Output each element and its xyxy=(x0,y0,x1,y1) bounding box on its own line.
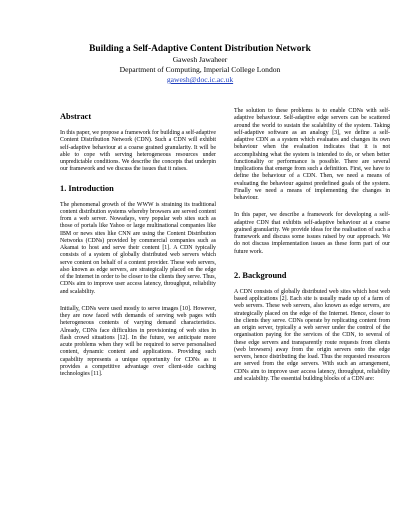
paper-title: Building a Self-Adaptive Content Distribution Network xyxy=(89,44,311,54)
background-heading: 2. Background xyxy=(234,270,287,280)
background-paragraph: A CDN consists of globally distributed web sites which host web based applications [2]. Each site is usually made up of a farm of web servers. These web servers, also known as edge servers, are strategically placed on the edge of the Internet. Hence, closer to the clients they serve. CDNs operate by replicating content from an origin server, typically a web server under the control of the organisation paying for the services of the CDN, to several of these edge servers and transparently route requests from clients (web browsers) away from the origin servers onto the edge servers, hence distributing the load. Thus the requested resources are served from the edge servers. With such an arrangement, CDNs aim to improve user access latency, throughput, reliability and scalability. The essential building blocks of a CDN are: xyxy=(234,288,390,382)
paper-header xyxy=(0,44,400,85)
right-column xyxy=(234,108,390,383)
intro-paragraph-3: The solution to these problems is to enable CDNs with self-adaptive behaviour. Self-adaptive edge servers can be scattered around the world to sustain the scalability of the system. Taking self-adaptive software as an analogy [3], we define a self-adaptive CDN as a system which evaluates and changes its own behaviour when the evaluation indicates that it is not accomplishing what the system is intended to do, or when better functionality or performance is possible. There are several implications that emerge from such a definition. First, we have to define the behaviour of a CDN. Then, we need a means of evaluating the behaviour against predefined goals of the system. Finally we need a means of implementing the changes in behaviour. xyxy=(234,108,390,201)
abstract-heading: Abstract xyxy=(60,112,92,121)
abstract-text: In this paper, we propose a framework for building a self-adaptive Content Distribution Network (CDN). Such a CDN will exhibit self-adaptive behaviour at a coarse grained granularity. It will be able to cope with serving heterogeneous resources under unpredictable conditions. We describe the concepts that underpin our framework and we discuss the issues that it raises. xyxy=(60,130,216,173)
intro-paragraph-4: In this paper, we describe a framework for developing a self-adaptive CDN that exhibits self-adaptive behaviour at a coarse grained granularity. We provide ideas for the realisation of such a framework and discuss some issues raised by our approach. We do not discuss implementation issues as these form part of our future work. xyxy=(234,212,390,255)
intro-paragraph-2: Initially, CDNs were used mostly to serve images [10]. However, they are now faced with demands of serving web pages with heterogeneous contents of varying demand characteristics. Already, CDNs face difficulties in provisioning of web sites in flash crowd situations [12]. In the future, we anticipate more acute problems when they will be required to serve personalised content, dynamic content and applications. Providing such capability represents a unique opportunity for CDNs as it provides a competitive advantage over client-side caching technologies [11]. xyxy=(60,305,216,377)
author-email-link[interactable]: gawesh@doc.ic.ac.uk xyxy=(166,75,234,84)
author-affiliation: Department of Computing, Imperial College London xyxy=(119,65,281,74)
introduction-heading: 1. Introduction xyxy=(60,183,114,193)
left-column xyxy=(60,112,216,378)
intro-paragraph-1: The phenomenal growth of the WWW is straining its traditional content distribution systems whereby browsers are served content from a web server. Nowadays, very popular web sites such as those of portals like Yahoo or large multinational companies like IBM or news sites like CNN are using the Content Distribution Networks (CDNs) provided by commercial companies such as Akamai to host and serve their content [1]. A CDN typically consists of a system of globally distributed web servers which serve content on behalf of a content provider. These web servers, also known as edge servers, are strategically placed on the edge of the Internet in order to be closer to the clients they serve. Thus, CDNs aim to improve user access latency, throughput, reliability and scalability. xyxy=(60,201,216,295)
author-name: Gawesh Jawaheer xyxy=(172,55,228,64)
